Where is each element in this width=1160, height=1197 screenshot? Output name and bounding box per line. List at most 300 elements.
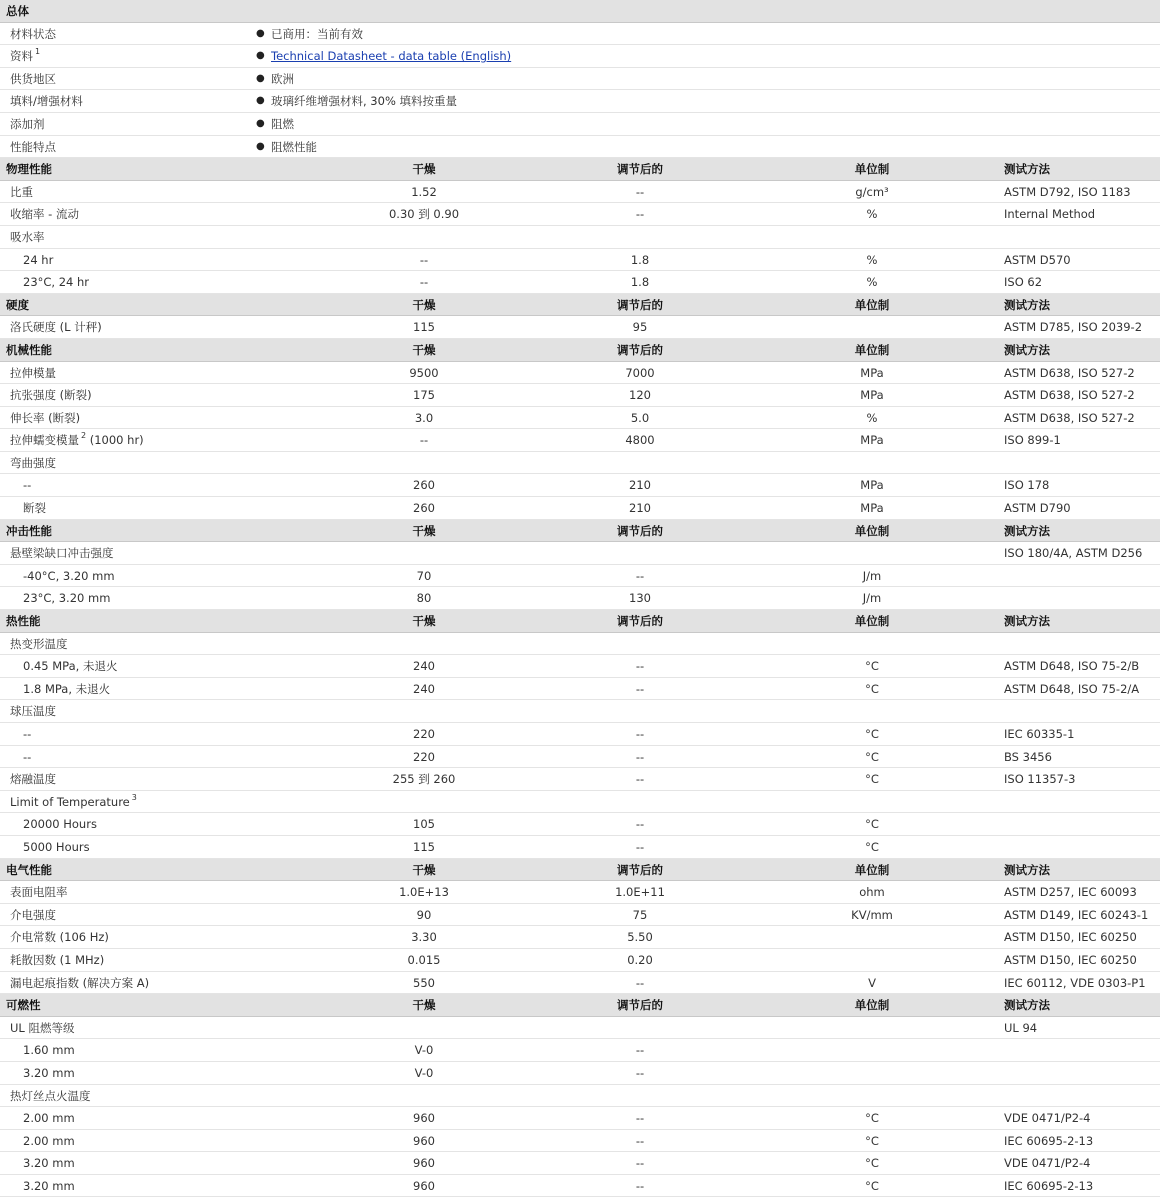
column-header-conditioned: 调节后的 [617,297,663,312]
value-dry: V-0 [414,1043,434,1058]
column-header-dry: 干燥 [412,297,436,312]
value-test-method: ASTM D149, IEC 60243-1 [1004,907,1149,922]
property-label: 介电强度 [10,907,56,922]
column-header-unit: 单位制 [854,862,890,877]
value-unit: g/cm³ [855,184,889,199]
value-test-method: IEC 60695-2-13 [1004,1178,1094,1193]
general-row [0,23,1160,46]
value-dry: V-0 [414,1065,434,1080]
value-dry: 115 [413,839,435,854]
value-conditioned [540,226,740,248]
property-label: 表面电阻率 [10,885,68,900]
value-conditioned: -- [635,975,645,990]
value-dry: -- [419,275,429,290]
value-dry: 80 [416,591,432,606]
value-conditioned [540,542,740,564]
property-label: UL 阻燃等级 [10,1020,75,1035]
value-unit [772,926,972,948]
value-conditioned: -- [635,1133,645,1148]
value-conditioned: -- [635,1111,645,1126]
value-conditioned: 210 [629,478,651,493]
value-dry [324,791,524,813]
property-label: 伸长率 (断裂) [10,410,81,425]
general-row [0,45,1160,68]
value-test-method: BS 3456 [1004,749,1052,764]
value-dry: 0.015 [407,952,441,967]
table-row [0,542,1160,565]
table-row [0,904,1160,927]
value-dry: -- [419,433,429,448]
column-header-conditioned: 调节后的 [617,523,663,538]
property-label: 5000 Hours [23,839,90,854]
value-test-method: VDE 0471/P2-4 [1004,1111,1091,1126]
column-header-test-method: 测试方法 [1004,342,1050,357]
value-unit [772,542,972,564]
column-header-dry: 干燥 [412,998,436,1013]
table-row [0,497,1160,520]
value-test-method [1004,791,1160,813]
section-title: 硬度 [6,297,29,312]
value-dry: 1.0E+13 [399,885,449,900]
table-row [0,1152,1160,1175]
value-test-method [1004,452,1160,474]
column-header-unit: 单位制 [854,523,890,538]
value-unit: MPa [860,388,884,403]
value-unit [772,452,972,474]
table-row [0,655,1160,678]
value-dry: 960 [413,1178,435,1193]
value-conditioned: 210 [629,501,651,516]
property-label: 收缩率 - 流动 [10,207,79,222]
value-unit [772,226,972,248]
value-test-method [1004,700,1160,722]
value-dry: -- [419,252,429,267]
table-row [0,926,1160,949]
value-conditioned: 1.8 [630,252,650,267]
value-dry: 0.30 到 0.90 [388,207,460,222]
general-row [0,68,1160,91]
property-label: -- [23,478,32,493]
value-unit: °C [865,772,879,787]
general-row [0,90,1160,113]
value-unit: % [866,275,878,290]
property-label: 3.20 mm [23,1156,75,1171]
value-test-method [1004,836,1160,858]
value-conditioned: -- [635,1178,645,1193]
value-unit [772,1085,972,1107]
value-unit: ohm [859,885,885,900]
property-label: 3.20 mm [23,1178,75,1193]
value-unit: KV/mm [851,907,893,922]
value-unit: V [868,975,876,990]
table-row [0,1085,1160,1108]
property-value: 阻燃性能 [271,139,317,154]
value-unit: °C [865,1111,879,1126]
value-conditioned: 75 [632,907,648,922]
table-row [0,226,1160,249]
section-title: 物理性能 [6,162,52,177]
value-test-method: ISO 180/4A, ASTM D256 [1004,546,1143,561]
table-row [0,271,1160,294]
value-test-method: ASTM D257, IEC 60093 [1004,885,1137,900]
table-row [0,1062,1160,1085]
value-unit: °C [865,727,879,741]
value-dry: 240 [413,681,435,696]
value-test-method: ASTM D792, ISO 1183 [1004,184,1131,199]
value-test-method: ASTM D150, IEC 60250 [1004,952,1137,967]
value-unit: °C [865,1178,879,1193]
section-header [0,520,1160,543]
table-row [0,1130,1160,1153]
value-dry: 9500 [409,365,439,380]
value-test-method: IEC 60695-2-13 [1004,1133,1094,1148]
property-label: 1.60 mm [23,1043,75,1058]
value-dry: 3.30 [411,930,437,945]
column-header-test-method: 测试方法 [1004,297,1050,312]
table-row [0,249,1160,272]
value-dry: 175 [413,388,435,403]
value-test-method: ASTM D638, ISO 527-2 [1004,388,1135,403]
value-test-method: Internal Method [1004,207,1096,222]
value-test-method: ASTM D638, ISO 527-2 [1004,410,1135,425]
value-conditioned: 120 [629,388,651,403]
property-label: 悬壁梁缺口冲击强度 [10,546,114,561]
column-header-test-method: 测试方法 [1004,614,1050,629]
value-conditioned [540,700,740,722]
table-row [0,836,1160,859]
value-unit: °C [865,749,879,764]
table-row [0,429,1160,452]
table-row [0,723,1160,746]
column-header-unit: 单位制 [854,998,890,1013]
section-title: 机械性能 [6,342,52,357]
property-label: 热变形温度 [10,636,68,651]
property-section [0,610,1160,859]
table-row [0,768,1160,791]
table-row [0,700,1160,723]
table-row [0,407,1160,430]
value-test-method: ISO 899-1 [1004,433,1061,448]
datasheet-link[interactable]: Technical Datasheet - data table (English) [271,49,512,64]
value-test-method: VDE 0471/P2-4 [1004,1156,1091,1171]
value-conditioned: 5.0 [630,410,650,425]
value-conditioned: -- [635,839,645,854]
value-test-method: IEC 60335-1 [1004,727,1075,741]
value-test-method: ASTM D790 [1004,501,1071,516]
section-title: 冲击性能 [6,523,52,538]
value-dry: 550 [413,975,435,990]
table-row [0,1039,1160,1062]
value-unit: MPa [860,365,884,380]
property-label: 2.00 mm [23,1111,75,1126]
value-conditioned: -- [635,1156,645,1171]
value-dry: 1.52 [411,184,437,199]
property-section [0,294,1160,339]
value-conditioned: 95 [632,320,648,335]
column-header-conditioned: 调节后的 [617,342,663,357]
value-dry: 90 [416,907,432,922]
column-header-dry: 干燥 [412,523,436,538]
value-unit [772,1062,972,1084]
value-test-method [1004,813,1160,835]
property-sections [0,158,1160,1197]
value-test-method [1004,1062,1160,1084]
column-header-unit: 单位制 [854,297,890,312]
column-header-test-method: 测试方法 [1004,862,1050,877]
table-row [0,474,1160,497]
value-test-method: ASTM D570 [1004,252,1071,267]
property-label: 23°C, 3.20 mm [23,591,111,606]
value-test-method [1004,587,1160,609]
property-label: 20000 Hours [23,817,97,832]
general-section [0,0,1160,158]
property-section [0,859,1160,995]
value-conditioned: -- [635,749,645,764]
table-row [0,316,1160,339]
value-conditioned: -- [635,1065,645,1080]
table-row [0,384,1160,407]
table-row [0,813,1160,836]
value-dry: 115 [413,320,435,335]
table-row [0,949,1160,972]
property-section [0,339,1160,520]
section-header [0,859,1160,882]
value-test-method: ASTM D638, ISO 527-2 [1004,365,1135,380]
value-test-method [1004,1039,1160,1061]
column-header-dry: 干燥 [412,862,436,877]
value-unit: °C [865,1133,879,1148]
value-unit [772,700,972,722]
value-unit: MPa [860,478,884,493]
value-test-method: ASTM D648, ISO 75-2/B [1004,659,1140,674]
value-conditioned: -- [635,184,645,199]
property-section [0,520,1160,610]
bullet-icon: ● [256,95,265,107]
column-header-unit: 单位制 [854,342,890,357]
value-test-method: ISO 178 [1004,478,1050,493]
value-dry: 960 [413,1133,435,1148]
value-test-method: ASTM D648, ISO 75-2/A [1004,681,1140,696]
column-header-dry: 干燥 [412,342,436,357]
value-conditioned: 7000 [625,365,655,380]
value-conditioned [540,791,740,813]
value-unit: °C [865,1156,879,1171]
value-unit: J/m [862,568,882,583]
column-header-conditioned: 调节后的 [617,614,663,629]
value-unit: °C [865,817,879,832]
property-label: 耗散因数 (1 MHz) [10,952,105,967]
table-row [0,1017,1160,1040]
table-row [0,362,1160,385]
property-section [0,158,1160,294]
section-title: 可燃性 [6,998,41,1013]
table-row [0,181,1160,204]
section-header [0,610,1160,633]
table-row [0,1107,1160,1130]
value-unit: °C [865,839,879,854]
value-unit: MPa [860,433,884,448]
section-header [0,339,1160,362]
property-label: 2.00 mm [23,1133,75,1148]
bullet-icon: ● [256,117,265,129]
property-label: 洛氏硬度 (L 计秤) [10,320,102,335]
property-label: 比重 [10,184,33,199]
column-header-unit: 单位制 [854,162,890,177]
value-unit [772,949,972,971]
property-label: 断裂 [23,501,46,516]
column-header-test-method: 测试方法 [1004,162,1050,177]
value-dry: 105 [413,817,435,832]
value-conditioned: 1.8 [630,275,650,290]
value-unit: °C [865,681,879,696]
section-header-general [0,0,1160,23]
table-row [0,565,1160,588]
property-section [0,994,1160,1197]
column-header-conditioned: 调节后的 [617,162,663,177]
section-title: 热性能 [6,614,41,629]
value-conditioned: 5.50 [627,930,653,945]
property-value: 阻燃 [271,116,294,131]
column-header-conditioned: 调节后的 [617,998,663,1013]
property-label: -- [23,727,32,741]
general-row [0,136,1160,159]
property-label: 资料 $^1$ [10,47,41,64]
property-label: 介电常数 (106 Hz) [10,930,109,945]
value-test-method: UL 94 [1004,1020,1038,1035]
property-label: 填料/增强材料 [10,94,83,109]
footnote-marker: 3 [131,792,137,802]
value-unit: % [866,410,878,425]
value-dry: 220 [413,727,435,741]
property-label: 熔融温度 [10,772,56,787]
column-header-dry: 干燥 [412,162,436,177]
value-test-method: ISO 62 [1004,275,1043,290]
property-label: 漏电起痕指数 (解决方案 A) [10,975,150,990]
section-header [0,294,1160,317]
section-title: 总体 [6,4,29,18]
property-label: 拉伸蠕变模量 $^2$ (1000 hr) [10,431,144,448]
table-row [0,746,1160,769]
value-conditioned: -- [635,817,645,832]
value-conditioned: -- [635,772,645,787]
general-row [0,113,1160,136]
value-conditioned [540,633,740,655]
property-label: -40°C, 3.20 mm [23,568,115,583]
value-dry: 3.0 [414,410,434,425]
value-test-method: ISO 11357-3 [1004,772,1076,787]
table-row [0,587,1160,610]
value-conditioned: -- [635,659,645,674]
value-conditioned: -- [635,207,645,222]
property-label: 性能特点 [10,139,56,154]
value-test-method: ASTM D785, ISO 2039-2 [1004,320,1143,335]
value-test-method: ASTM D150, IEC 60250 [1004,930,1137,945]
column-header-unit: 单位制 [854,614,890,629]
property-label: 抗张强度 (断裂) [10,388,92,403]
property-label: 吸水率 [10,229,45,244]
property-label: 拉伸模量 [10,365,56,380]
value-unit: J/m [862,591,882,606]
value-conditioned: -- [635,568,645,583]
value-conditioned: 130 [629,591,651,606]
value-unit [772,316,972,338]
value-unit: MPa [860,501,884,516]
value-conditioned: 1.0E+11 [615,885,665,900]
value-test-method [1004,565,1160,587]
property-label: 添加剂 [10,116,45,131]
value-test-method: IEC 60112, VDE 0303-P1 [1004,975,1146,990]
table-row [0,972,1160,995]
value-conditioned [540,1017,740,1039]
value-dry: 260 [413,501,435,516]
property-label: 弯曲强度 [10,455,56,470]
section-header [0,994,1160,1017]
column-header-test-method: 测试方法 [1004,523,1050,538]
bullet-icon: ● [256,27,265,39]
value-dry [324,452,524,474]
value-test-method [1004,226,1160,248]
property-value: 玻璃纤维增强材料, 30% 填料按重量 [271,94,458,109]
table-row [0,881,1160,904]
property-label: 供货地区 [10,71,56,86]
table-row [0,678,1160,701]
property-label: 球压温度 [10,704,56,719]
value-dry: 255 到 260 [392,772,456,787]
section-title: 电气性能 [6,862,52,877]
value-conditioned: -- [635,727,645,741]
value-dry: 70 [416,568,432,583]
value-unit [772,1039,972,1061]
value-unit: % [866,207,878,222]
value-dry [324,542,524,564]
column-header-dry: 干燥 [412,614,436,629]
table-row [0,633,1160,656]
property-label: 热灯丝点火温度 [10,1088,91,1103]
value-conditioned: -- [635,1043,645,1058]
value-dry: 220 [413,749,435,764]
value-conditioned [540,452,740,474]
table-row [0,791,1160,814]
property-label: 23°C, 24 hr [23,275,90,290]
value-dry: 240 [413,659,435,674]
property-label: 3.20 mm [23,1065,75,1080]
property-label: 1.8 MPa, 未退火 [23,681,111,696]
bullet-icon: ● [256,140,265,152]
value-unit [772,791,972,813]
value-dry: 960 [413,1111,435,1126]
bullet-icon: ● [256,50,265,62]
value-conditioned: 4800 [625,433,655,448]
value-dry [324,1017,524,1039]
property-value [271,45,1151,67]
property-value: 已商用：当前有效 [271,26,363,41]
general-rows [0,23,1160,159]
footnote-marker: 2 [81,431,87,441]
value-unit [772,633,972,655]
value-conditioned: -- [635,681,645,696]
table-row [0,452,1160,475]
property-label: 0.45 MPa, 未退火 [23,659,118,674]
value-test-method [1004,1085,1160,1107]
column-header-test-method: 测试方法 [1004,998,1050,1013]
property-label: -- [23,749,32,764]
footnote-marker: 1 [35,47,41,57]
value-unit: % [866,252,878,267]
property-label: Limit of Temperature $^3$ [10,792,137,809]
value-dry [324,700,524,722]
value-unit: °C [865,659,879,674]
column-header-conditioned: 调节后的 [617,862,663,877]
